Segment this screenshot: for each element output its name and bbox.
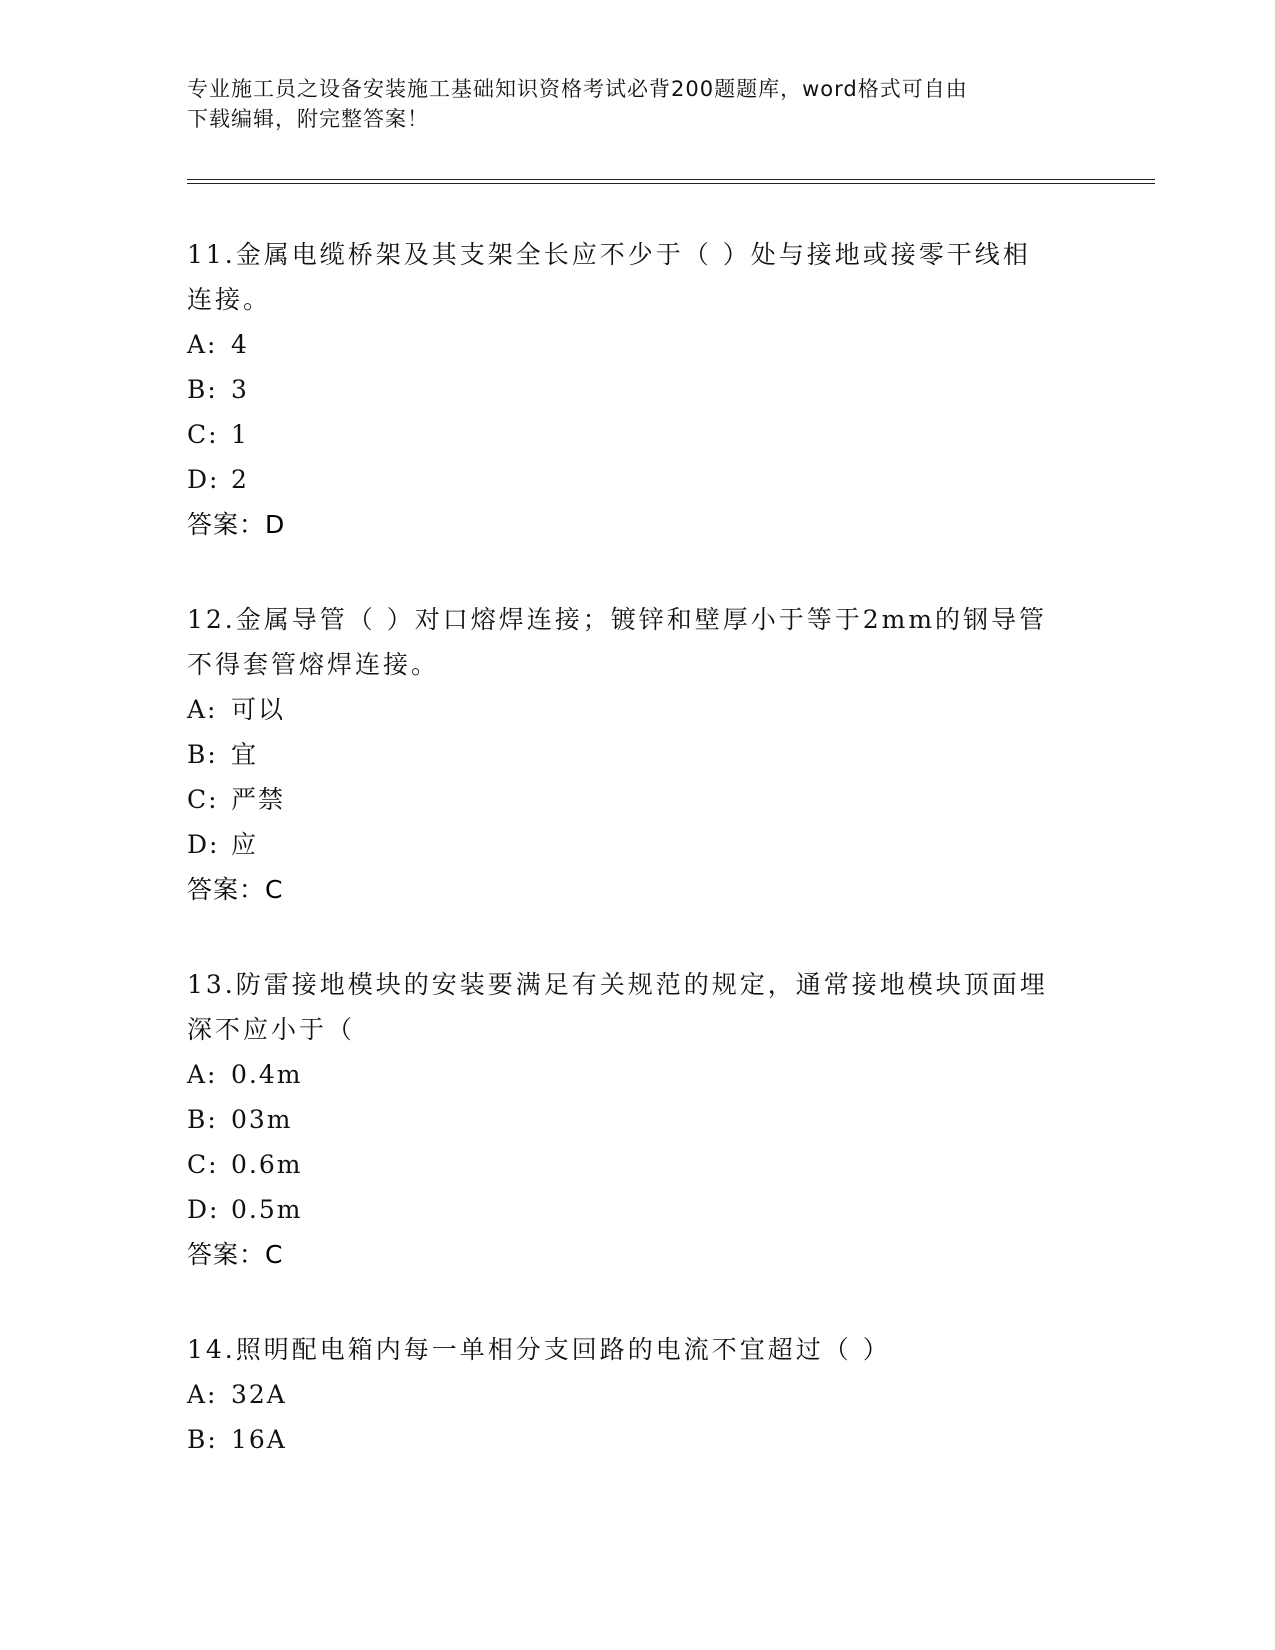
option-c <box>187 412 1087 457</box>
option-text: 可以 <box>231 695 286 724</box>
option-text: 4 <box>231 330 249 359</box>
option-a <box>187 687 1087 732</box>
question-13 <box>187 962 1087 1277</box>
option-key: B: <box>187 1105 218 1134</box>
option-c <box>187 1142 1087 1187</box>
question-14 <box>187 1327 1087 1462</box>
option-d <box>187 1187 1087 1232</box>
option-key: C: <box>187 420 219 449</box>
option-text: 16A <box>231 1425 287 1454</box>
option-b <box>187 1097 1087 1142</box>
option-key: B: <box>187 1425 218 1454</box>
question-stem-line-2: 不得套管熔焊连接。 <box>187 650 440 679</box>
option-text: 应 <box>231 830 259 859</box>
option-text: 3 <box>231 375 249 404</box>
option-text: 0.5m <box>231 1195 303 1224</box>
option-key: A: <box>187 695 218 724</box>
header-title-line-2: 下载编辑，附完整答案！ <box>187 107 429 131</box>
option-key: D: <box>187 465 220 494</box>
option-text: 0.4m <box>231 1060 303 1089</box>
option-c <box>187 777 1087 822</box>
option-d <box>187 822 1087 867</box>
option-key: B: <box>187 740 218 769</box>
question-stem-line-2: 深不应小于（ <box>187 1015 356 1044</box>
option-b <box>187 367 1087 412</box>
option-key: C: <box>187 1150 219 1179</box>
question-stem-line-1: 14.照明配电箱内每一单相分支回路的电流不宜超过（ ） <box>187 1335 891 1364</box>
question-11 <box>187 232 1087 547</box>
question-12 <box>187 597 1087 912</box>
option-text: 03m <box>231 1105 293 1134</box>
option-text: 1 <box>231 420 249 449</box>
option-text: 严禁 <box>231 785 286 814</box>
option-a <box>187 322 1087 367</box>
answer-line: 答案：C <box>187 1240 284 1269</box>
option-key: C: <box>187 785 219 814</box>
option-key: D: <box>187 830 220 859</box>
option-d <box>187 457 1087 502</box>
option-b <box>187 732 1087 777</box>
answer-line: 答案：D <box>187 510 286 539</box>
question-stem-line-2: 连接。 <box>187 285 272 314</box>
header-divider-top <box>187 179 1155 180</box>
option-key: A: <box>187 1380 218 1409</box>
question-stem-line-1: 12.金属导管（ ）对口熔焊连接；镀锌和壁厚小于等于2mm的钢导管 <box>187 605 1048 634</box>
question-stem-line-1: 11.金属电缆桥架及其支架全长应不少于（ ）处与接地或接零干线相 <box>187 240 1031 269</box>
header-divider-bottom <box>187 183 1155 184</box>
document-header <box>187 74 1087 134</box>
header-title-line-1: 专业施工员之设备安装施工基础知识资格考试必背200题题库，word格式可自由 <box>187 77 968 101</box>
option-text: 0.6m <box>231 1150 303 1179</box>
option-key: D: <box>187 1195 220 1224</box>
option-key: A: <box>187 1060 218 1089</box>
option-a <box>187 1372 1087 1417</box>
question-stem-line-1: 13.防雷接地模块的安装要满足有关规范的规定，通常接地模块顶面埋 <box>187 970 1048 999</box>
option-text: 宜 <box>231 740 259 769</box>
answer-line: 答案：C <box>187 875 284 904</box>
option-text: 32A <box>231 1380 287 1409</box>
option-key: A: <box>187 330 218 359</box>
option-a <box>187 1052 1087 1097</box>
option-key: B: <box>187 375 218 404</box>
option-text: 2 <box>231 465 249 494</box>
option-b <box>187 1417 1087 1462</box>
